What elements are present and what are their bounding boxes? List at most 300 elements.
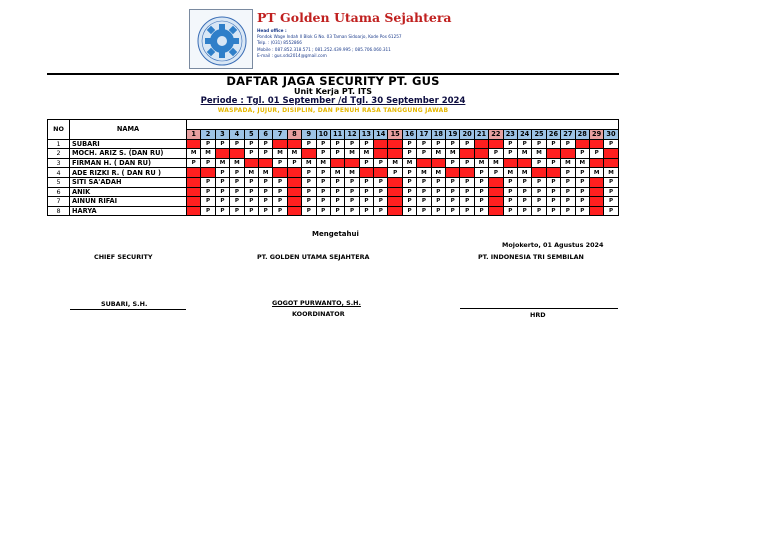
day-header: 2 [201,130,215,140]
client-company-role: PT. INDONESIA TRI SEMBILAN [478,253,584,261]
day-header: 27 [561,130,575,140]
shift-cell: P [460,177,474,187]
day-header: 30 [604,130,618,140]
shift-cell: P [546,197,560,207]
shift-cell: P [417,139,431,149]
shift-cell: P [230,139,244,149]
shift-cell: P [532,206,546,216]
shift-cell: M [244,168,258,178]
shift-cell: P [345,139,359,149]
shift-cell: P [374,206,388,216]
shift-cell: P [446,177,460,187]
shift-cell: P [546,158,560,168]
day-header: 19 [446,130,460,140]
motto: WASPADA, JUJUR, DISIPLIN, DAN PENUH RASA TANGGUNG JAWAB [217,107,449,114]
shift-cell: P [302,177,316,187]
off-day-cell [474,149,488,159]
off-day-cell [258,158,272,168]
shift-cell: M [517,149,531,159]
off-day-cell [604,149,618,159]
shift-cell: P [446,139,460,149]
shift-cell: P [575,168,589,178]
shift-cell: M [215,158,229,168]
row-number: 5 [48,177,70,187]
shift-cell: P [215,206,229,216]
shift-cell: P [431,206,445,216]
shift-cell: M [359,149,373,159]
shift-cell: P [316,177,330,187]
shift-cell: P [402,177,416,187]
off-day-cell [589,187,603,197]
off-day-cell [201,168,215,178]
shift-cell: P [517,187,531,197]
shift-cell: P [345,187,359,197]
signature-line-right [460,308,618,309]
shift-cell: P [201,158,215,168]
shift-cell: P [244,197,258,207]
off-day-cell [215,149,229,159]
shift-cell: P [417,149,431,159]
shift-cell: P [215,187,229,197]
off-day-cell [503,158,517,168]
off-day-cell [388,149,402,159]
off-day-cell [359,168,373,178]
shift-cell: P [503,197,517,207]
shift-cell: P [187,158,201,168]
off-day-cell [187,177,201,187]
shift-cell: M [187,149,201,159]
shift-cell: M [388,158,402,168]
guard-name: HARYA [70,206,187,216]
shift-cell: P [503,149,517,159]
shift-cell: P [287,158,301,168]
guard-name: MOCH. ARIZ S. (DAN RU) [70,149,187,159]
shift-cell: P [359,158,373,168]
shift-cell: P [446,187,460,197]
shift-cell: P [330,187,344,197]
guard-name: AINUN RIFAI [70,197,187,207]
shift-cell: M [431,149,445,159]
shift-cell: P [561,187,575,197]
shift-cell: M [446,149,460,159]
shift-cell: P [215,177,229,187]
day-header: 16 [402,130,416,140]
shift-cell: P [575,187,589,197]
header-days-group [187,120,619,130]
shift-cell: P [489,168,503,178]
shift-cell: P [431,177,445,187]
day-header: 14 [374,130,388,140]
chief-security-name: SUBARI, S.H. [101,300,148,308]
shift-cell: P [532,187,546,197]
shift-cell: P [604,187,618,197]
company-role: PT. GOLDEN UTAMA SEJAHTERA [257,253,370,261]
shift-cell: P [532,197,546,207]
off-day-cell [287,177,301,187]
shift-cell: P [417,187,431,197]
off-day-cell [460,149,474,159]
shift-cell: P [402,168,416,178]
day-header: 4 [230,130,244,140]
shift-cell: P [503,177,517,187]
shift-cell: P [258,139,272,149]
table-row [48,158,619,168]
off-day-cell [388,206,402,216]
off-day-cell [575,139,589,149]
shift-cell: P [561,177,575,187]
shift-cell: M [402,158,416,168]
shift-cell: P [258,206,272,216]
day-header: 18 [431,130,445,140]
hrd-title: HRD [530,311,546,319]
shift-cell: P [561,206,575,216]
shift-cell: P [273,197,287,207]
shift-cell: P [359,177,373,187]
shift-cell: M [201,149,215,159]
off-day-cell [546,168,560,178]
shift-cell: P [417,177,431,187]
shift-cell: P [302,206,316,216]
company-phone: Telp. : (031) 8552866 [257,40,302,46]
shift-cell: P [474,177,488,187]
shift-cell: P [517,139,531,149]
off-day-cell [589,197,603,207]
shift-cell: P [258,197,272,207]
off-day-cell [446,168,460,178]
off-day-cell [474,139,488,149]
shift-cell: M [474,158,488,168]
shift-cell: P [201,139,215,149]
off-day-cell [589,139,603,149]
shift-cell: P [244,187,258,197]
shift-cell: P [230,197,244,207]
table-row [48,139,619,149]
shift-cell: P [402,149,416,159]
shift-cell: P [460,206,474,216]
header-no: NO [48,120,70,140]
signature-line-left [70,309,186,310]
day-header: 28 [575,130,589,140]
shift-cell: P [402,197,416,207]
off-day-cell [546,149,560,159]
shift-cell: P [546,177,560,187]
shift-cell: P [604,197,618,207]
guard-name: ANIK [70,187,187,197]
off-day-cell [417,158,431,168]
shift-cell: M [273,149,287,159]
shift-cell: P [589,149,603,159]
row-number: 6 [48,187,70,197]
work-unit: Unit Kerja PT. ITS [293,87,373,96]
shift-cell: P [517,206,531,216]
shift-cell: P [503,187,517,197]
guard-name: FIRMAN H. ( DAN RU) [70,158,187,168]
day-header: 5 [244,130,258,140]
shift-cell: M [345,149,359,159]
day-header: 9 [302,130,316,140]
shift-cell: P [402,206,416,216]
day-header: 29 [589,130,603,140]
shift-cell: P [532,139,546,149]
company-email: E-mail : gus.sds2014@gmail.com [257,52,327,58]
shift-cell: P [460,139,474,149]
shift-cell: P [244,206,258,216]
shift-cell: P [201,197,215,207]
shift-cell: P [460,197,474,207]
shift-cell: P [359,187,373,197]
shift-cell: P [417,206,431,216]
shift-cell: M [230,158,244,168]
off-day-cell [489,187,503,197]
day-header: 3 [215,130,229,140]
table-row [48,187,619,197]
shift-cell: P [503,206,517,216]
gear-icon [190,10,254,70]
header-name: NAMA [70,120,187,140]
off-day-cell [388,177,402,187]
off-day-cell [388,187,402,197]
day-header: 12 [345,130,359,140]
shift-cell: P [474,206,488,216]
day-header: 8 [287,130,301,140]
shift-cell: P [575,197,589,207]
off-day-cell [287,187,301,197]
shift-cell: P [244,149,258,159]
shift-cell: P [201,187,215,197]
shift-cell: P [446,158,460,168]
day-header: 17 [417,130,431,140]
roster-body [48,139,619,216]
shift-cell: P [374,197,388,207]
guard-name: SUBARI [70,139,187,149]
shift-cell: P [330,197,344,207]
off-day-cell [460,168,474,178]
shift-cell: P [316,206,330,216]
shift-cell: P [604,177,618,187]
shift-cell: P [230,206,244,216]
off-day-cell [230,149,244,159]
company-logo [189,9,253,69]
letterhead [189,9,452,69]
day-header: 23 [503,130,517,140]
guard-name: ADE RIZKI R. ( DAN RU ) [70,168,187,178]
company-contact [257,28,402,59]
document-title: DAFTAR JAGA SECURITY PT. GUS [226,74,440,88]
off-day-cell [374,139,388,149]
day-header: 26 [546,130,560,140]
shift-cell: M [575,158,589,168]
day-header: 20 [460,130,474,140]
shift-cell: P [201,206,215,216]
off-day-cell [244,158,258,168]
off-day-cell [431,158,445,168]
shift-cell: P [302,168,316,178]
off-day-cell [287,168,301,178]
shift-cell: P [258,149,272,159]
off-day-cell [388,197,402,207]
day-header: 25 [532,130,546,140]
shift-cell: P [316,168,330,178]
shift-cell: M [258,168,272,178]
shift-cell: P [489,149,503,159]
shift-cell: P [604,206,618,216]
shift-cell: P [604,139,618,149]
off-day-cell [532,168,546,178]
off-day-cell [561,149,575,159]
acknowledged-label: Mengetahui [312,230,359,238]
shift-cell: P [431,187,445,197]
table-row [48,177,619,187]
shift-cell: P [330,177,344,187]
table-row [48,149,619,159]
shift-cell: P [374,177,388,187]
off-day-cell [517,158,531,168]
shift-cell: P [345,206,359,216]
shift-cell: P [330,149,344,159]
shift-cell: P [532,177,546,187]
off-day-cell [187,168,201,178]
shift-cell: P [273,177,287,187]
off-day-cell [604,158,618,168]
shift-cell: M [345,168,359,178]
day-header: 7 [273,130,287,140]
shift-cell: P [345,177,359,187]
shift-cell: P [330,139,344,149]
shift-cell: P [431,139,445,149]
day-header: 24 [517,130,531,140]
shift-cell: M [589,168,603,178]
shift-cell: M [417,168,431,178]
off-day-cell [489,177,503,187]
shift-cell: P [230,187,244,197]
shift-cell: P [546,187,560,197]
shift-cell: M [489,158,503,168]
shift-cell: M [517,168,531,178]
off-day-cell [489,139,503,149]
shift-cell: P [316,197,330,207]
shift-cell: P [359,206,373,216]
company-address: Pondok Wage Indah II Blok G No. 03 Taman Sidoarjo, Kode Pos 61257 [257,34,402,40]
shift-cell: P [575,206,589,216]
shift-cell: P [316,187,330,197]
shift-cell: P [316,139,330,149]
shift-cell: P [503,139,517,149]
shift-cell: P [417,197,431,207]
place-date: Mojokerto, 01 Agustus 2024 [502,241,604,249]
row-number: 1 [48,139,70,149]
shift-cell: P [273,206,287,216]
off-day-cell [589,177,603,187]
off-day-cell [187,206,201,216]
off-day-cell [589,206,603,216]
day-header: 1 [187,130,201,140]
row-number: 3 [48,158,70,168]
shift-cell: P [201,177,215,187]
shift-cell: P [273,187,287,197]
shift-cell: M [316,158,330,168]
day-header: 21 [474,130,488,140]
shift-cell: P [359,139,373,149]
day-header: 6 [258,130,272,140]
shift-cell: P [546,206,560,216]
off-day-cell [287,197,301,207]
shift-cell: P [402,139,416,149]
shift-cell: P [273,158,287,168]
shift-cell: P [258,187,272,197]
row-number: 4 [48,168,70,178]
shift-cell: P [330,206,344,216]
shift-cell: P [446,206,460,216]
off-day-cell [374,168,388,178]
shift-cell: P [460,187,474,197]
shift-cell: P [561,168,575,178]
shift-cell: M [287,149,301,159]
off-day-cell [187,197,201,207]
table-row [48,197,619,207]
off-day-cell [273,168,287,178]
shift-cell: P [230,168,244,178]
shift-cell: P [532,158,546,168]
shift-cell: M [503,168,517,178]
table-row [48,168,619,178]
off-day-cell [187,187,201,197]
shift-cell: M [431,168,445,178]
shift-cell: P [460,158,474,168]
chief-security-role: CHIEF SECURITY [94,253,153,261]
shift-cell: P [402,187,416,197]
shift-cell: P [345,197,359,207]
company-name: PT Golden Utama Sejahtera [257,10,452,25]
shift-cell: P [244,177,258,187]
day-header: 11 [330,130,344,140]
coordinator-title: KOORDINATOR [292,310,345,318]
head-office-label: Head office : [257,28,287,33]
shift-cell: P [302,197,316,207]
day-header: 22 [489,130,503,140]
off-day-cell [187,139,201,149]
shift-cell: P [474,168,488,178]
shift-cell: M [532,149,546,159]
shift-cell: P [575,177,589,187]
row-number: 2 [48,149,70,159]
shift-cell: P [546,139,560,149]
off-day-cell [374,149,388,159]
shift-cell: M [604,168,618,178]
off-day-cell [302,149,316,159]
shift-cell: P [431,197,445,207]
shift-cell: P [374,187,388,197]
off-day-cell [489,206,503,216]
shift-cell: P [446,197,460,207]
day-header: 10 [316,130,330,140]
period: Periode : Tgl. 01 September /d Tgl. 30 September 2024 [200,96,466,106]
shift-cell: P [561,139,575,149]
shift-cell: P [374,158,388,168]
off-day-cell [388,139,402,149]
off-day-cell [273,139,287,149]
shift-cell: P [258,177,272,187]
shift-cell: P [302,187,316,197]
off-day-cell [489,197,503,207]
company-mobile: Mobile : 087.852.318.571 ; 081.252.439.995 ; 085.706.060.311 [257,46,391,52]
shift-cell: P [388,168,402,178]
shift-cell: P [215,139,229,149]
row-number: 7 [48,197,70,207]
shift-cell: M [561,158,575,168]
day-header: 13 [359,130,373,140]
shift-cell: P [316,149,330,159]
coordinator-name: GOGOT PURWANTO, S.H. [272,299,361,307]
